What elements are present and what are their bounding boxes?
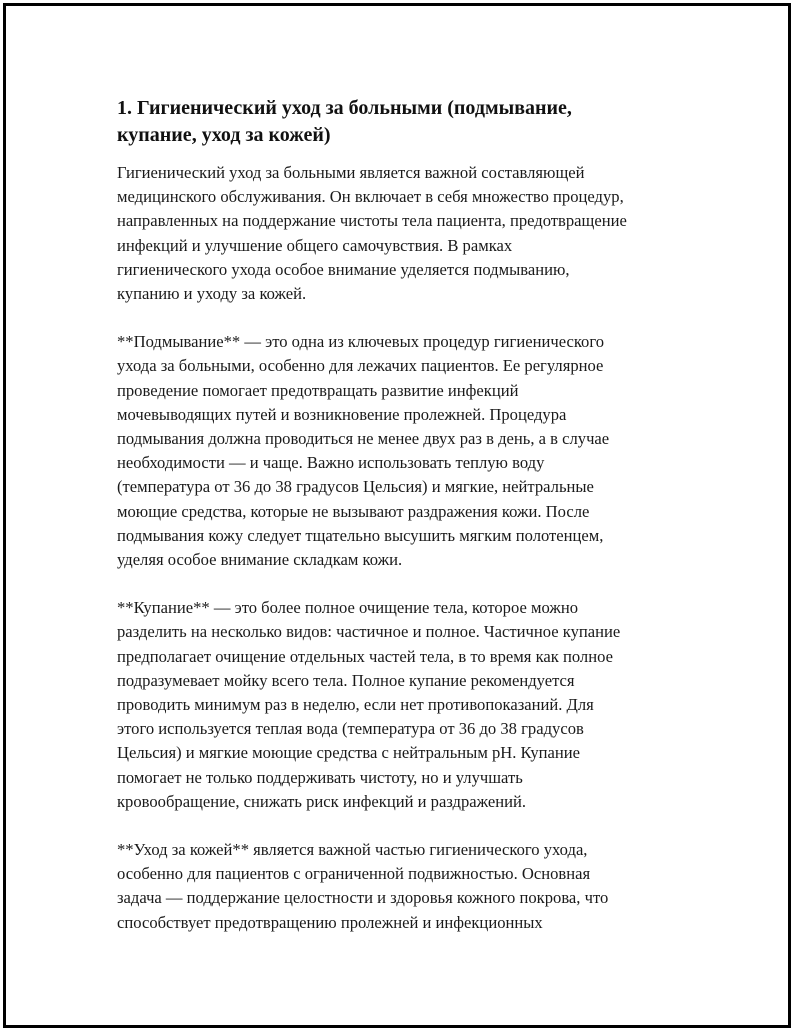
text-line: предполагает очищение отдельных частей тела, в то время как полное bbox=[117, 646, 613, 666]
text-line: ухода за больными, особенно для лежачих пациентов. Ее регулярное bbox=[117, 356, 604, 376]
text-line: мочевыводящих путей и возникновение пролежней. Процедура bbox=[117, 404, 567, 424]
section-heading bbox=[117, 95, 697, 149]
text-line: уделяя особое внимание складкам кожи. bbox=[117, 550, 403, 570]
text-line: направленных на поддержание чистоты тела пациента, предотвращение bbox=[117, 211, 627, 231]
text-line: задача — поддержание целостности и здоровья кожного покрова, что bbox=[117, 888, 609, 908]
text-line: медицинского обслуживания. Он включает в себя множество процедур, bbox=[117, 187, 624, 207]
text-line: инфекций и улучшение общего самочувствия. В рамках bbox=[117, 235, 513, 255]
text-line: гигиенического ухода особое внимание уделяется подмыванию, bbox=[117, 259, 570, 279]
text-line: (температура от 36 до 38 градусов Цельсия) и мягкие, нейтральные bbox=[117, 477, 594, 497]
paragraph-skin-care bbox=[117, 838, 697, 935]
heading-line: 1. Гигиенический уход за больными (подмывание, bbox=[117, 97, 572, 119]
text-line: **Купание** — это более полное очищение тела, которое можно bbox=[117, 598, 579, 618]
text-line: подмывания кожу следует тщательно высушить мягким полотенцем, bbox=[117, 525, 604, 545]
text-line: моющие средства, которые не вызывают раздражения кожи. После bbox=[117, 501, 590, 521]
text-line: купанию и уходу за кожей. bbox=[117, 284, 307, 304]
text-line: **Уход за кожей** является важной частью гигиенического ухода, bbox=[117, 840, 588, 860]
text-line: подмывания должна проводиться не менее двух раз в день, а в случае bbox=[117, 429, 610, 449]
text-line: Цельсия) и мягкие моющие средства с нейтральным pH. Купание bbox=[117, 743, 581, 763]
text-line: кровообращение, снижать риск инфекций и раздражений. bbox=[117, 791, 527, 811]
text-line: Гигиенический уход за больными является важной составляющей bbox=[117, 163, 585, 182]
text-line: особенно для пациентов с ограниченной подвижностью. Основная bbox=[117, 864, 591, 884]
text-line: необходимости — и чаще. Важно использовать теплую воду bbox=[117, 453, 545, 473]
text-line: **Подмывание** — это одна из ключевых процедур гигиенического bbox=[117, 332, 605, 352]
text-line: этого используется теплая вода (температура от 36 до 38 градусов bbox=[117, 719, 584, 739]
text-line: способствует предотвращению пролежней и инфекционных bbox=[117, 912, 543, 932]
paragraph-intro bbox=[117, 161, 697, 306]
text-line: проводить минимум раз в неделю, если нет противопоказаний. Для bbox=[117, 695, 594, 715]
text-line: помогает не только поддерживать чистоту, но и улучшать bbox=[117, 767, 523, 787]
paragraph-washing bbox=[117, 330, 697, 572]
text-line: разделить на несколько видов: частичное и полное. Частичное купание bbox=[117, 622, 621, 642]
document-body bbox=[117, 95, 697, 959]
heading-line: купание, уход за кожей) bbox=[117, 124, 331, 146]
text-line: подразумевает мойку всего тела. Полное купание рекомендуется bbox=[117, 670, 575, 690]
text-line: проведение помогает предотвращать развитие инфекций bbox=[117, 380, 519, 400]
paragraph-bathing bbox=[117, 596, 697, 814]
